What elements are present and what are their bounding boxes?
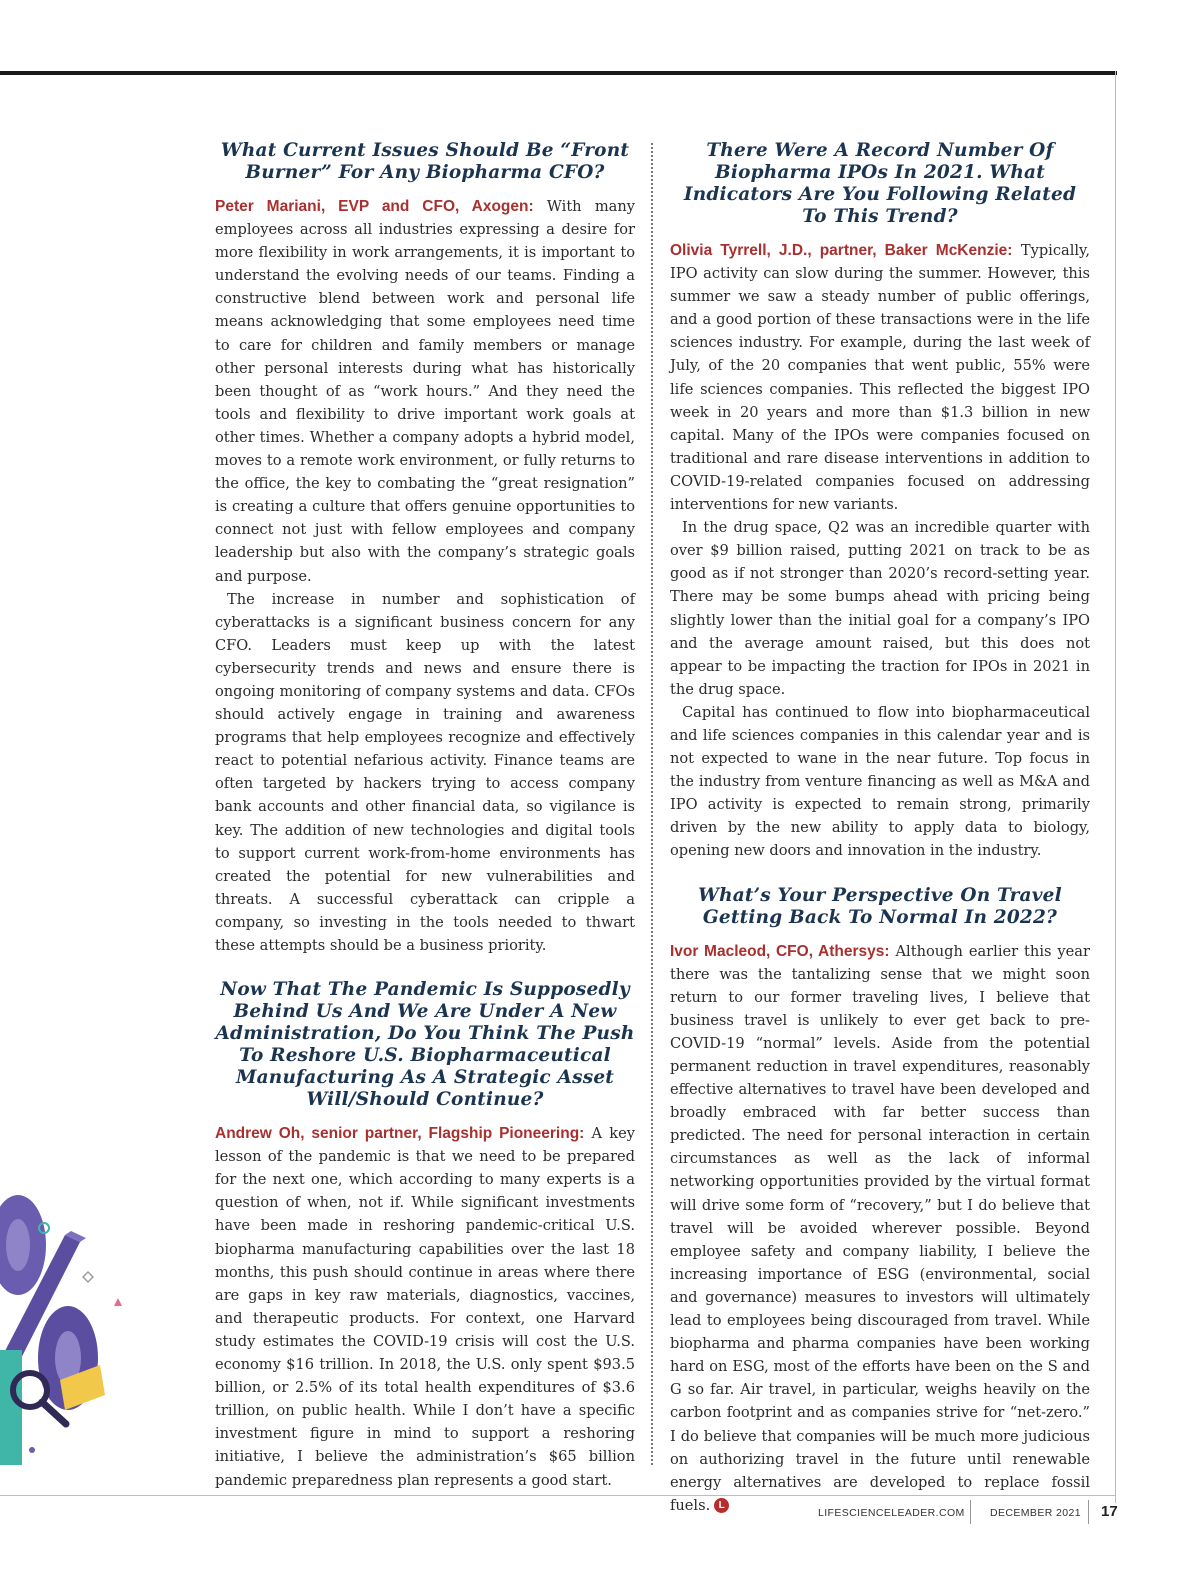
speaker-name: Peter Mariani, EVP and CFO, Axogen:: [215, 198, 534, 215]
right-column: [670, 140, 1090, 1517]
decor-triangle-icon: [114, 1298, 122, 1306]
answer-paragraph: The increase in number and sophistication of cyberattacks is a significant business concern for any CFO. Leaders must keep up with the latest cybersecurity trends and news and ensure there is ongoing monitoring of company systems and data. CFOs should actively engage in training and awareness programs that help employees recognize and effectively react to potential nefarious activity. Finance teams are often targeted by hackers trying to access company bank accounts and other financial data, so vigilance is key. The addition of new technologies and digital tools to support current work-from-home environments has created the potential for new vulnerabilities and threats. A successful cyberattack can cripple a company, so investing in the tools needed to thwart these attempts should be a business priority.: [215, 590, 635, 954]
answer-paragraph: [670, 940, 1090, 1517]
answer-text: Although earlier this year there was the tantalizing sense that we might soon return to our former traveling lives, I believe that business travel is unlikely to ever get back to pre-COVID-19 “normal” levels. Aside from the potential permanent reduction in travel expenditures, reasonably effective alternatives to travel have been developed and broadly embraced with far better success than predicted. The need for personal interaction in certain circumstances as well as the lack of informal networking opportunities provided by the virtual format will drive some form of “recovery,” but I do believe that travel will be avoided wherever possible. Beyond employee safety and company liability, I believe the increasing importance of ESG (environmental, social and governance) measures to investors will ultimately lead to employees being discouraged from travel. While biopharma and pharma companies have been working hard on ESG, most of the efforts have been on the S and G so far. Air travel, in particular, weighs heavily on the carbon footprint and as companies strive for “net-zero.” I do believe that companies will be much more judicious on authorizing travel in the future until renewable energy alternatives are developed to replace fossil fuels.: [670, 942, 1090, 1514]
answer-paragraph: [670, 239, 1090, 516]
question-heading: What Current Issues Should Be “Front Burner” For Any Biopharma CFO?: [220, 140, 630, 183]
footer-separator: [970, 1500, 971, 1524]
answer-paragraph: In the drug space, Q2 was an incredible quarter with over $9 billion raised, putting 2021 on track to be as good as if not stronger than 2020’s record-setting year. There may be some bumps ahead with pricing being slightly lower than the initial goal for a company’s IPO and the average amount raised, but this does not appear to be impacting the traction for IPOs in 2021 in the drug space.: [670, 519, 1090, 698]
question-heading: There Were A Record Number Of Biopharma IPOs In 2021. What Indicators Are You Following Related To This Trend?: [683, 140, 1077, 227]
teal-bar-icon: [0, 1350, 22, 1465]
speaker-name: Ivor Macleod, CFO, Athersys:: [670, 942, 890, 960]
question-heading: Now That The Pandemic Is Supposedly Behind Us And We Are Under A New Administration, Do You Think The Push To Reshore U.S. Biopharmaceutical Manufacturing As A Strategic Asset Will/Should Continue?: [215, 979, 635, 1111]
end-of-article-icon: L: [714, 1498, 729, 1513]
percent-magnifier-illustration-icon: [0, 1180, 210, 1500]
answer-paragraph: [215, 195, 635, 588]
right-margin-rule: [1115, 71, 1116, 1503]
decor-diamond-icon: [83, 1272, 93, 1282]
decor-dot-icon: [29, 1447, 35, 1453]
answer-text: With many employees across all industries expressing a desire for more flexibility in work arrangements, it is important to understand the evolving needs of our teams. Finding a constructive blend between work and personal life means acknowledging that some employees need time to care for children and family members or manage other personal interests during what has historically been thought of as “work hours.” And they need the tools and flexibility to drive important work goals at other times. Whether a company adopts a hybrid model, moves to a remote work environment, or fully returns to the office, the key to combating the “great resignation” is creating a culture that offers genuine opportunities to connect not just with fellow employees and company leadership but also with the company’s strategic goals and purpose.: [215, 198, 636, 585]
top-rule: [0, 71, 1117, 75]
answer-text: Typically, IPO activity can slow during the summer. However, this summer we saw a steady number of public offerings, and a good portion of these transactions were in the life sciences industry. For example, during the last week of July, of the 20 companies that went public, 55% were life sciences companies. This reflected the biggest IPO week in 20 years and more than $1.3 billion in new capital. Many of the IPOs were companies focused on traditional and rare disease interventions in addition to COVID-19-related companies focused on addressing interventions for new variants.: [670, 242, 1090, 514]
column-divider: [651, 143, 653, 1465]
speaker-name: Olivia Tyrrell, J.D., partner, Baker McKenzie:: [670, 242, 1013, 259]
footer-issue-date: DECEMBER 2021: [990, 1507, 1081, 1519]
answer-paragraph: [215, 1122, 635, 1492]
footer-separator: [1088, 1500, 1089, 1524]
question-heading: What’s Your Perspective On Travel Getting Back To Normal In 2022?: [698, 884, 1062, 928]
page-number: 17: [1101, 1503, 1118, 1520]
answer-text: A key lesson of the pandemic is that we need to be prepared for the next one, which according to many experts is a question of when, not if. While significant investments have been made in reshoring pandemic-critical U.S. biopharma manufacturing capabilities over the last 18 months, this push should continue in areas where there are gaps in key raw materials, diagnostics, vaccines, and therapeutic products. For context, one Harvard study estimates the COVID-19 crisis will cost the U.S. economy $16 trillion. In 2018, the U.S. only spent $93.5 billion, or 2.5% of its total health expenditures of $3.6 trillion, on public health. While I don’t have a specific investment figure in mind to support a reshoring initiative, I believe the administration’s $65 billion pandemic preparedness plan represents a good start.: [215, 1125, 636, 1489]
footer-website: LIFESCIENCELEADER.COM: [818, 1507, 965, 1519]
speaker-name: Andrew Oh, senior partner, Flagship Pioneering:: [215, 1125, 585, 1143]
answer-paragraph: Capital has continued to flow into biopharmaceutical and life sciences companies in this calendar year and is not expected to wane in the near future. Top focus in the industry from venture financing as well as M&A and IPO activity is expected to remain strong, primarily driven by the new ability to apply data to biology, opening new doors and innovation in the industry.: [670, 703, 1090, 860]
left-column: [215, 140, 635, 1492]
